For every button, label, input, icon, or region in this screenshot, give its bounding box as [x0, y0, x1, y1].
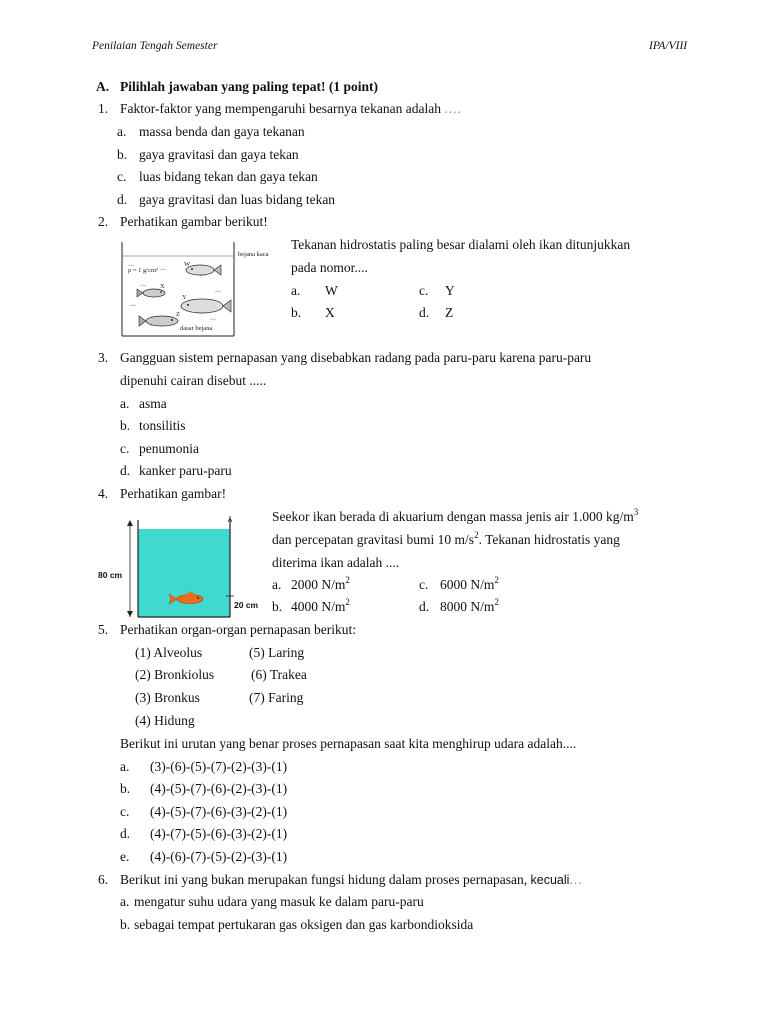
q5-option-b: (4)-(5)-(7)-(6)-(2)-(3)-(1)	[150, 781, 288, 796]
q6-option-a: mengatur suhu udara yang masuk ke dalam paru-paru	[134, 894, 424, 909]
q2-option-b: X	[325, 305, 335, 320]
q2-number: 2.	[98, 214, 109, 229]
header-right: IPA/VIII	[649, 40, 688, 52]
height-arrow-top	[127, 520, 133, 526]
q4-text: Perhatikan gambar!	[120, 486, 227, 501]
header-left: Penilaian Tengah Semester	[92, 40, 218, 52]
q5-option-e-letter: e.	[120, 849, 130, 864]
fish-label-w: W	[184, 261, 191, 268]
q5-text: Perhatikan organ-organ pernapasan berikut:	[120, 622, 357, 637]
q4-option-c-value: 6000 N/m	[440, 577, 495, 592]
q2-option-d-letter: d.	[419, 305, 430, 320]
q5-organ-1: (1) Alveolus	[135, 645, 203, 660]
q4-option-d	[440, 596, 499, 615]
q3-option-b-letter: b.	[120, 418, 131, 433]
q5-option-d-letter: d.	[120, 826, 131, 841]
fish-label-x: X	[160, 283, 165, 290]
q5-organ-3: (3) Bronkus	[135, 690, 200, 705]
q3-line1: Gangguan sistem pernapasan yang disebabkan radang pada paru-paru karena paru-paru	[120, 350, 592, 365]
q1-number: 1.	[98, 101, 109, 116]
q4-option-c	[440, 574, 499, 593]
section-title: Pilihlah jawaban yang paling tepat! (1 point)	[120, 79, 379, 94]
q1-option-d: gaya gravitasi dan luas bidang tekan	[139, 192, 336, 207]
q4-option-c-letter: c.	[419, 577, 429, 592]
q2-text: Perhatikan gambar berikut!	[120, 214, 268, 229]
q2-stem-line2: pada nomor....	[291, 260, 368, 275]
q4-option-d-letter: d.	[419, 599, 430, 614]
q3-number: 3.	[98, 350, 109, 365]
q6-option-a-letter: a.	[120, 894, 130, 909]
q3-option-b: tonsilitis	[139, 418, 186, 433]
fish-x	[137, 289, 165, 297]
q1-option-c: luas bidang tekan dan gaya tekan	[139, 169, 318, 184]
q1-option-c-letter: c.	[117, 169, 127, 184]
q4-option-b-sup: 2	[345, 596, 350, 607]
q2-option-c-letter: c.	[419, 283, 429, 298]
q4-option-d-sup: 2	[494, 596, 499, 607]
q5-organ-5: (5) Laring	[249, 645, 305, 660]
q4-option-a-letter: a.	[272, 577, 282, 592]
q5-option-e: (4)-(6)-(7)-(5)-(2)-(3)-(1)	[150, 849, 288, 864]
q3-option-c: penumonia	[139, 441, 199, 456]
q2-option-a: W	[325, 283, 338, 298]
q4-line2-sup: 2	[474, 529, 479, 540]
q4-option-b-letter: b.	[272, 599, 283, 614]
fish-vessel-figure	[120, 236, 286, 338]
density-label: ρ = 1 g/cm³	[128, 267, 158, 274]
vessel-label: bejana kaca	[238, 251, 269, 258]
q4-number: 4.	[98, 486, 109, 501]
q4-option-a-sup: 2	[345, 574, 350, 585]
q5-option-a: (3)-(6)-(5)-(7)-(2)-(3)-(1)	[150, 759, 288, 774]
q4-option-b-value: 4000 N/m	[291, 599, 346, 614]
q4-option-a-value: 2000 N/m	[291, 577, 346, 592]
q1-option-b-letter: b.	[117, 147, 128, 162]
q5-option-a-letter: a.	[120, 759, 130, 774]
q5-option-c-letter: c.	[120, 804, 130, 819]
q4-line1	[272, 506, 639, 525]
q3-option-a-letter: a.	[120, 396, 130, 411]
q2-option-b-letter: b.	[291, 305, 302, 320]
q4-option-c-sup: 2	[494, 574, 499, 585]
q5-organ-6: (6) Trakea	[251, 667, 307, 682]
q1-text: Faktor-faktor yang mempengaruhi besarnya tekanan adalah	[120, 101, 441, 116]
q2-option-c: Y	[445, 283, 455, 298]
height-label: 80 cm	[98, 570, 123, 580]
q4-option-a	[291, 574, 350, 593]
q4-line1-text: Seekor ikan berada di akuarium dengan massa jenis air 1.000 kg/m	[272, 509, 634, 524]
fish-depth-label: 20 cm	[234, 600, 259, 610]
q4-line2	[272, 529, 620, 548]
q5-prompt: Berikut ini urutan yang benar proses pernapasan saat kita menghirup udara adalah....	[120, 736, 577, 751]
fish-w	[186, 265, 221, 275]
q6-number: 6.	[98, 872, 109, 887]
bottom-label: dasar bejana	[180, 325, 213, 332]
q1-option-a: massa benda dan gaya tekanan	[139, 124, 305, 139]
q5-option-b-letter: b.	[120, 781, 131, 796]
q2-option-a-letter: a.	[291, 283, 301, 298]
fish-label-z: Z	[176, 311, 180, 318]
q5-organ-4: (4) Hidung	[135, 713, 195, 728]
q4-option-b	[291, 596, 350, 615]
fish-label-y: Y	[182, 294, 187, 301]
q2-option-d: Z	[445, 305, 454, 320]
q5-organ-2: (2) Bronkiolus	[135, 667, 215, 682]
q5-option-d: (4)-(7)-(5)-(6)-(3)-(2)-(1)	[150, 826, 288, 841]
q2-stem-line1: Tekanan hidrostatis paling besar dialami oleh ikan ditunjukkan	[291, 237, 631, 252]
q6-question	[120, 872, 583, 888]
q4-line2-text: dan percepatan gravitasi bumi 10 m/s	[272, 532, 475, 547]
q4-line1-sup: 3	[633, 506, 639, 517]
q1-question	[120, 101, 462, 117]
q6-dots: ...	[569, 872, 583, 887]
q6-text: Berikut ini yang bukan merupakan fungsi hidung dalam proses pernapasan,	[120, 872, 528, 887]
aquarium-figure	[94, 512, 266, 620]
q1-option-a-letter: a.	[117, 124, 127, 139]
fish-y	[181, 299, 231, 313]
section-marker: A.	[96, 79, 110, 94]
q3-option-a: asma	[139, 396, 167, 411]
q3-option-c-letter: c.	[120, 441, 130, 456]
q4-line3: diterima ikan adalah ....	[272, 555, 400, 570]
q5-option-c: (4)-(5)-(7)-(6)-(3)-(2)-(1)	[150, 804, 288, 819]
q1-option-b: gaya gravitasi dan gaya tekan	[139, 147, 299, 162]
q3-line2: dipenuhi cairan disebut .....	[120, 373, 267, 388]
q4-option-d-value: 8000 N/m	[440, 599, 495, 614]
q6-option-b: sebagai tempat pertukaran gas oksigen dan gas karbondioksida	[134, 917, 474, 932]
fish-z	[139, 316, 178, 326]
q4-line2-tail: . Tekanan hidrostatis yang	[478, 532, 620, 547]
q5-organ-7: (7) Faring	[249, 690, 304, 705]
q6-emphasis: kecuali	[530, 873, 570, 887]
q5-number: 5.	[98, 622, 109, 637]
q3-option-d-letter: d.	[120, 463, 131, 478]
q1-dots: ....	[444, 101, 462, 116]
q1-option-d-letter: d.	[117, 192, 128, 207]
q6-option-b-letter: b.	[120, 917, 131, 932]
height-arrow-bottom	[127, 611, 133, 617]
aquarium-water	[138, 529, 230, 617]
q3-option-d: kanker paru-paru	[139, 463, 232, 478]
